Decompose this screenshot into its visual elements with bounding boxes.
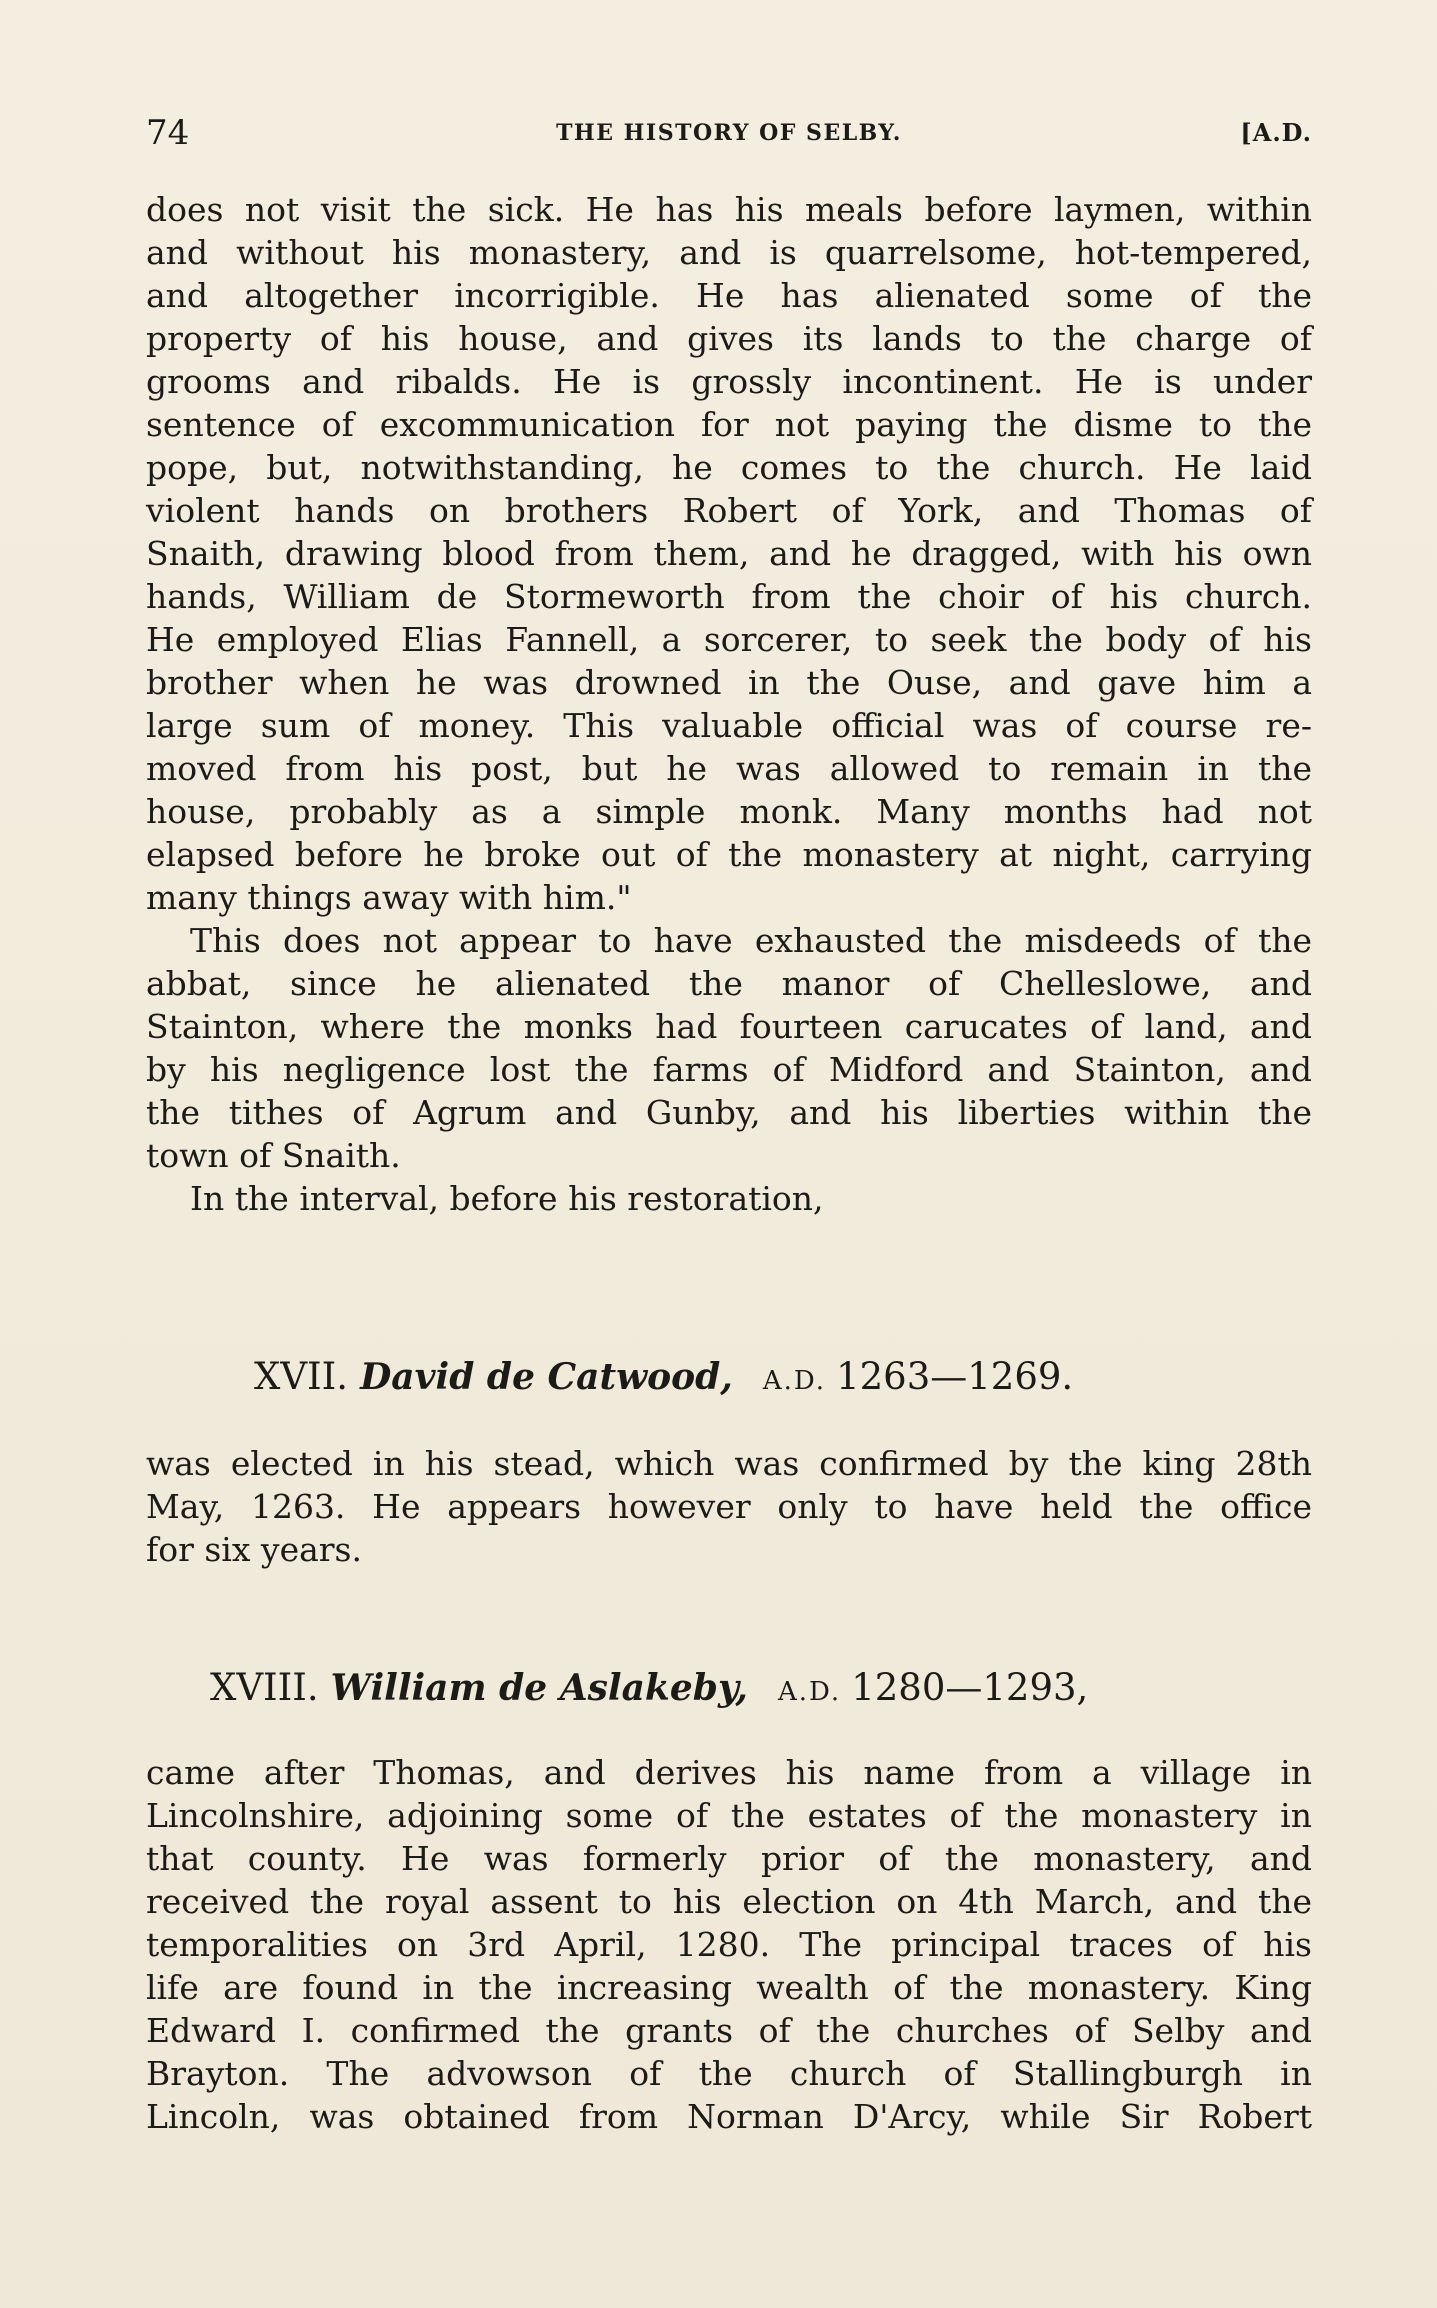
text-line: hands, William de Stormeworth from the choir of his church. — [146, 577, 1312, 616]
text-line: Edward I. confirmed the grants of the churches of Selby and — [146, 2011, 1312, 2050]
text-line: moved from his post, but he was allowed to remain in the — [146, 749, 1312, 788]
header-bracket: [A.D. — [1240, 118, 1312, 147]
section-heading-xvii — [254, 1352, 1073, 1406]
text-line: abbat, since he alienated the manor of Chelleslowe, and — [146, 964, 1312, 1003]
text-line: temporalities on 3rd April, 1280. The principal traces of his — [146, 1925, 1312, 1964]
text-line: does not visit the sick. He has his meals before laymen, within — [146, 190, 1312, 229]
text-line: and altogether incorrigible. He has alienated some of the — [146, 276, 1312, 315]
heading-name: David de Catwood, — [360, 1356, 733, 1398]
text-line: May, 1263. He appears however only to have held the office — [146, 1487, 1312, 1526]
running-title: THE HISTORY OF SELBY. — [556, 120, 902, 146]
text-line: brother when he was drowned in the Ouse, and gave him a — [146, 663, 1312, 702]
text-line: grooms and ribalds. He is grossly incontinent. He is under — [146, 362, 1312, 401]
text-line: Brayton. The advowson of the church of Stallingburgh in — [146, 2054, 1312, 2093]
heading-era: A.D. — [762, 1366, 827, 1396]
heading-years: 1280—1293, — [851, 1666, 1089, 1709]
text-line: for six years. — [146, 1530, 362, 1569]
running-header — [146, 108, 1312, 158]
text-line: Snaith, drawing blood from them, and he dragged, with his own — [146, 534, 1312, 573]
text-line: received the royal assent to his election on 4th March, and the — [146, 1882, 1312, 1921]
text-line: property of his house, and gives its lands to the charge of — [146, 319, 1312, 358]
text-line: He employed Elias Fannell, a sorcerer, to seek the body of his — [146, 620, 1312, 659]
page-number: 74 — [146, 113, 190, 153]
text-line: that county. He was formerly prior of the monastery, and — [146, 1839, 1312, 1878]
text-line: elapsed before he broke out of the monastery at night, carrying — [146, 835, 1312, 874]
text-line: pope, but, notwithstanding, he comes to the church. He laid — [146, 448, 1312, 487]
text-line: In the interval, before his restoration, — [190, 1179, 824, 1218]
text-line: house, probably as a simple monk. Many months had not — [146, 792, 1312, 831]
text-line: sentence of excommunication for not paying the disme to the — [146, 405, 1312, 444]
text-line: was elected in his stead, which was confirmed by the king 28th — [146, 1444, 1312, 1483]
text-line: by his negligence lost the farms of Midford and Stainton, and — [146, 1050, 1312, 1089]
section-heading-xviii — [210, 1663, 1088, 1717]
heading-name: William de Aslakeby, — [330, 1667, 748, 1709]
heading-numeral: XVII. — [254, 1355, 349, 1398]
heading-era: A.D. — [777, 1677, 842, 1707]
text-line: violent hands on brothers Robert of York, and Thomas of — [146, 491, 1312, 530]
text-line: Lincolnshire, adjoining some of the estates of the monastery in — [146, 1796, 1312, 1835]
text-line: life are found in the increasing wealth of the monastery. King — [146, 1968, 1312, 2007]
text-line: many things away with him." — [146, 878, 632, 917]
heading-years: 1263—1269. — [836, 1355, 1074, 1398]
text-line: came after Thomas, and derives his name from a village in — [146, 1753, 1312, 1792]
text-line: large sum of money. This valuable official was of course re- — [146, 706, 1312, 745]
text-line: town of Snaith. — [146, 1136, 401, 1175]
text-line: Stainton, where the monks had fourteen carucates of land, and — [146, 1007, 1312, 1046]
text-line: and without his monastery, and is quarrelsome, hot-tempered, — [146, 233, 1312, 272]
heading-numeral: XVIII. — [210, 1666, 319, 1709]
text-line: the tithes of Agrum and Gunby, and his liberties within the — [146, 1093, 1312, 1132]
text-line: Lincoln, was obtained from Norman D'Arcy, while Sir Robert — [146, 2097, 1312, 2136]
text-line: This does not appear to have exhausted the misdeeds of the — [190, 921, 1312, 960]
